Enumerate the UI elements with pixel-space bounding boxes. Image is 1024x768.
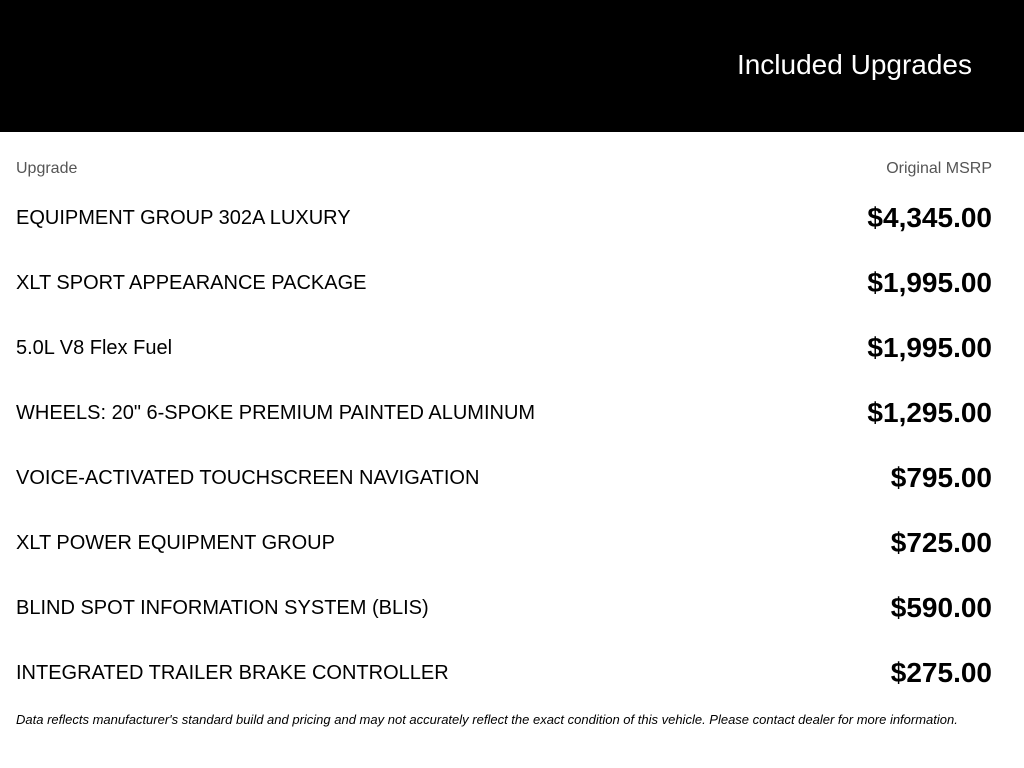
upgrades-table [16,132,992,688]
upgrade-price: $590.00 [890,591,992,623]
upgrade-price: $275.00 [890,656,992,688]
table-row [16,185,992,250]
upgrade-name: XLT POWER EQUIPMENT GROUP [16,531,335,554]
page-title: Included Upgrades [736,49,972,80]
upgrade-price: $1,995.00 [867,266,992,298]
disclaimer-text: Data reflects manufacturer's standard build and pricing and may not accurately reflect the exact condition of this vehicle. Please contact dealer for more information. [16,712,958,727]
upgrade-price: $1,295.00 [867,396,992,428]
table-row [16,510,992,575]
upgrade-price: $795.00 [890,461,992,493]
page-header [0,0,1024,132]
upgrade-price: $1,995.00 [867,331,992,363]
table-row [16,575,992,640]
upgrade-name: 5.0L V8 Flex Fuel [16,336,173,359]
upgrade-name: VOICE-ACTIVATED TOUCHSCREEN NAVIGATION [16,466,480,489]
upgrades-list [16,185,992,705]
table-row [16,315,992,380]
upgrade-price: $4,345.00 [867,201,992,233]
upgrade-name: WHEELS: 20" 6-SPOKE PREMIUM PAINTED ALUMINUM [16,401,536,424]
upgrade-name: INTEGRATED TRAILER BRAKE CONTROLLER [16,661,449,684]
table-row [16,640,992,705]
upgrade-name: EQUIPMENT GROUP 302A LUXURY [16,206,351,229]
msrp-column-header: Original MSRP [886,160,992,177]
table-row [16,445,992,510]
table-row [16,250,992,315]
upgrade-name: XLT SPORT APPEARANCE PACKAGE [16,271,367,294]
upgrade-name: BLIND SPOT INFORMATION SYSTEM (BLIS) [16,596,429,619]
upgrade-column-header: Upgrade [16,160,78,177]
upgrade-price: $725.00 [890,526,992,558]
table-row [16,380,992,445]
